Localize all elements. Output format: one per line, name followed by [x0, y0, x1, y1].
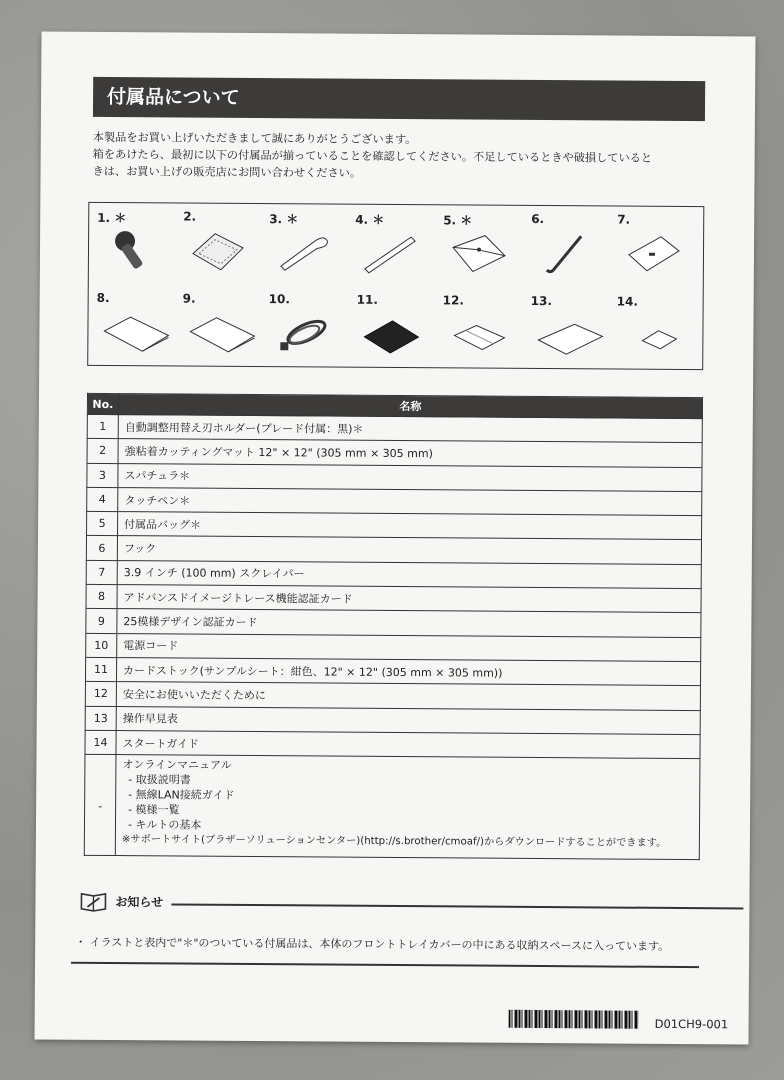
figure-item-number: 7.: [617, 212, 631, 227]
row-name: 安全にお使いいただくために: [116, 682, 700, 710]
cutting-mat-icon: [187, 226, 251, 274]
row-number: 14: [85, 730, 116, 755]
figure-item-number: 4. ＊: [355, 212, 385, 227]
accessory-bag-icon: [447, 227, 511, 275]
row-name: 3.9 インチ (100 mm) スクレイパー: [117, 560, 701, 588]
barcode: [509, 1010, 639, 1029]
figure-item-6: [531, 212, 611, 283]
row-name: スパチュラ＊: [118, 463, 702, 491]
blade-holder-icon: [101, 225, 161, 273]
accessory-table: [84, 393, 703, 860]
card-icon: [100, 307, 170, 355]
figure-item-4: [355, 211, 435, 282]
row-number: 10: [86, 633, 117, 658]
column-header-name: 名称: [118, 394, 702, 419]
hook-icon: [535, 228, 599, 276]
figure-item-10: [268, 292, 348, 363]
figure-item-number: 14.: [616, 294, 638, 309]
figure-item-2: [183, 210, 263, 281]
figure-item-7: [617, 213, 697, 284]
row-number: -: [84, 754, 116, 855]
row-name: カードストック(サンプルシート：紺色、12" × 12" (305 mm × 305 mm)): [116, 658, 700, 686]
notice-text: ・ イラストと表内で"＊"のついている付属品は、本体のフロントトレイカバーの中にある収納スペースに入っています。: [75, 935, 670, 953]
table-row-online-manual: [84, 754, 700, 859]
notice-divider: [171, 903, 743, 909]
figure-item-number: 12.: [442, 293, 464, 308]
intro-line: 箱をあけたら、最初に以下の付属品が揃っていることを確認してください。不足しているときや破損していると: [92, 147, 653, 165]
online-manual-item: - 無線LAN接続ガイド: [128, 788, 235, 803]
figure-item-5: [443, 211, 523, 282]
figure-item-number: 11.: [356, 292, 378, 307]
column-header-no: No.: [87, 393, 118, 414]
row-number: 6: [86, 536, 117, 561]
row-name: 操作早見表: [116, 706, 700, 734]
row-number: 12: [85, 682, 116, 707]
figure-item-number: 6.: [531, 211, 545, 227]
intro-text: [92, 129, 712, 184]
figure-item-9: [182, 292, 262, 363]
page-title: 付属品について: [93, 77, 705, 121]
sheet-icon: [534, 310, 604, 358]
accessory-illustration-box: [87, 202, 704, 370]
figure-item-number: 9.: [182, 291, 196, 306]
figure-item-14: [616, 295, 696, 366]
row-name: 強粘着カッティングマット 12" × 12" (305 mm × 305 mm): [118, 439, 702, 467]
figure-item-number: 1. ＊: [97, 210, 127, 226]
intro-line: 本製品をお買い上げいただきまして誠にありがとうございます。: [92, 130, 417, 147]
card-icon: [186, 308, 256, 356]
row-number: 5: [87, 512, 118, 537]
row-name: 25模様デザイン認証カード: [117, 609, 701, 637]
figure-item-1: [97, 209, 177, 280]
row-number: 13: [85, 706, 116, 731]
row-number: 3: [87, 463, 118, 488]
row-name: アドバンスドイメージトレース機能認証カード: [117, 585, 701, 613]
book-pen-icon: [79, 890, 107, 912]
row-number: 4: [87, 487, 118, 512]
touch-pen-icon: [359, 227, 423, 275]
row-number: 11: [85, 657, 116, 682]
row-name: タッチペン＊: [118, 487, 702, 515]
online-manual-title: オンラインマニュアル: [122, 758, 232, 773]
row-name: フック: [117, 536, 701, 564]
document-code: D01CH9-001: [654, 1016, 729, 1032]
figure-item-number: 10.: [268, 292, 290, 307]
leaflet-icon: [446, 309, 510, 357]
figure-item-11: [356, 293, 436, 364]
row-number: 8: [86, 584, 117, 609]
guide-icon: [620, 311, 684, 359]
online-manual-item: - 取扱説明書: [128, 773, 191, 787]
card-stock-icon: [360, 309, 424, 357]
row-number: 9: [86, 609, 117, 634]
figure-item-3: [269, 210, 349, 281]
figure-item-number: 13.: [530, 293, 552, 309]
row-name: [115, 755, 700, 860]
row-number: 1: [87, 414, 118, 439]
notice-bottom-divider: [71, 962, 699, 968]
row-name: スタートガイド: [116, 730, 700, 758]
figure-item-number: 3. ＊: [269, 212, 299, 227]
figure-item-13: [530, 294, 610, 365]
figure-item-number: 8.: [96, 290, 110, 306]
figure-item-number: 5. ＊: [443, 213, 473, 228]
scraper-icon: [621, 229, 685, 277]
row-number: 2: [87, 439, 118, 464]
row-name: 付属品バッグ＊: [118, 512, 702, 540]
notice-header: [79, 890, 703, 918]
figure-item-number: 2.: [183, 209, 197, 224]
row-name: 電源コード: [117, 633, 701, 661]
document-sheet: [34, 32, 755, 1045]
notice-label: お知らせ: [115, 895, 164, 910]
intro-line: きは、お買い上げの販売店にお問い合わせください。: [92, 164, 362, 180]
power-cord-icon: [272, 308, 336, 356]
figure-item-8: [96, 291, 176, 362]
row-number: 7: [86, 560, 117, 585]
online-manual-item: - 模様一覧: [128, 803, 180, 817]
row-name: 自動調整用替え刃ホルダー(ブレード付属：黒)＊: [118, 415, 702, 443]
support-site-note: ※サポートサイト(ブラザーソリューションセンター)(http://s.brother/cmoaf/)からダウンロードすることができます。: [121, 834, 667, 850]
spatula-icon: [273, 226, 337, 274]
online-manual-item: - キルトの基本: [127, 818, 202, 832]
figure-item-12: [442, 293, 522, 364]
